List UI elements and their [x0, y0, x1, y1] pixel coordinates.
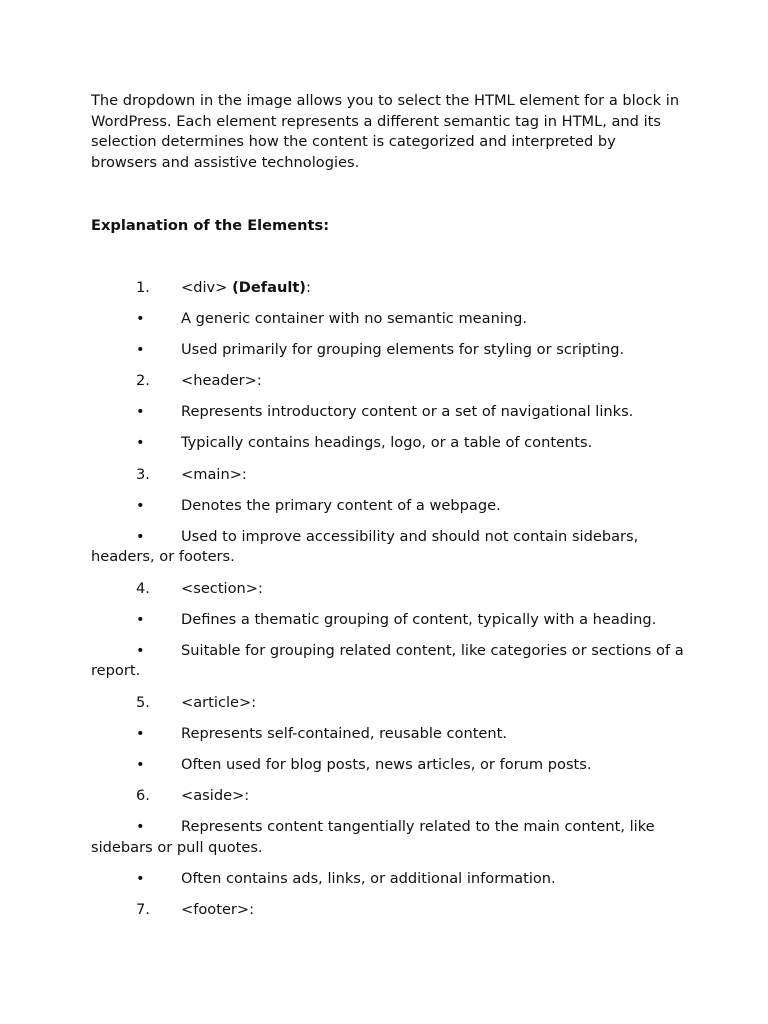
list-number: 5.: [136, 693, 150, 711]
bullet-item: [91, 817, 691, 858]
bullet-text: Used primarily for grouping elements for styling or scripting.: [181, 341, 625, 359]
list-number: 3.: [136, 465, 150, 483]
bullet-icon: •: [136, 869, 145, 887]
list-item-section: [91, 579, 691, 600]
bullet-icon: •: [136, 310, 145, 328]
list-item-suffix: :: [305, 279, 311, 296]
list-number: 2.: [136, 372, 150, 390]
bullet-icon: •: [136, 817, 145, 835]
bullet-item: [91, 340, 691, 361]
list-item-tag: <footer>:: [181, 900, 255, 918]
bullet-item: [91, 869, 691, 890]
list-item-div: [91, 278, 691, 299]
list-item-tag: <header>:: [181, 372, 262, 390]
list-number: 4.: [136, 579, 150, 597]
bullet-item: [91, 433, 691, 454]
bullet-item: [91, 610, 691, 631]
intro-paragraph: The dropdown in the image allows you to select the HTML element for a block in WordPress. Each element represents a different semantic tag in HTML, and its selection determines how the content is categorized and interpreted by browsers and assistive technologies.: [91, 92, 680, 172]
list-item-tag: <section>:: [181, 579, 263, 597]
bullet-icon: •: [136, 610, 145, 628]
bullet-icon: •: [136, 641, 145, 659]
bullet-text: Represents content tangentially related to the main content, like sidebars or pull quotes.: [91, 817, 655, 856]
bullet-icon: •: [136, 527, 145, 545]
list-item-aside: [91, 786, 691, 807]
list-item-article: [91, 693, 691, 714]
list-item-qualifier: (Default): [232, 279, 306, 296]
bullet-icon: •: [136, 496, 145, 514]
bullet-text: Defines a thematic grouping of content, typically with a heading.: [181, 610, 657, 628]
list-number: 1.: [136, 279, 150, 296]
list-item-main: [91, 465, 691, 486]
bullet-item: [91, 496, 691, 517]
bullet-item: [91, 641, 691, 682]
list-item-footer: [91, 900, 691, 921]
list-item-tag: <div>: [181, 279, 228, 296]
bullet-item: [91, 724, 691, 745]
bullet-text: Denotes the primary content of a webpage.: [181, 496, 501, 514]
bullet-text: Often contains ads, links, or additional information.: [181, 869, 556, 887]
bullet-icon: •: [136, 434, 145, 452]
bullet-icon: •: [136, 755, 145, 773]
bullet-text: Often used for blog posts, news articles, or forum posts.: [181, 755, 592, 773]
bullet-icon: •: [136, 403, 145, 421]
list-item-tag: <aside>:: [181, 786, 250, 804]
list-item-tag: <main>:: [181, 465, 247, 483]
bullet-item: [91, 755, 691, 776]
bullet-item: [91, 527, 691, 568]
bullet-item: [91, 402, 691, 423]
list-number: 7.: [136, 900, 150, 918]
bullet-icon: •: [136, 341, 145, 359]
bullet-text: A generic container with no semantic meaning.: [181, 310, 528, 328]
bullet-text: Suitable for grouping related content, like categories or sections of a report.: [91, 641, 684, 680]
section-heading: Explanation of the Elements:: [91, 217, 330, 234]
elements-list: [91, 278, 691, 931]
bullet-icon: •: [136, 724, 145, 742]
list-number: 6.: [136, 786, 150, 804]
bullet-text: Typically contains headings, logo, or a table of contents.: [181, 434, 593, 452]
bullet-text: Represents introductory content or a set of navigational links.: [181, 403, 634, 421]
list-item-header: [91, 371, 691, 392]
bullet-text: Represents self-contained, reusable content.: [181, 724, 508, 742]
bullet-text: Used to improve accessibility and should not contain sidebars, headers, or footers.: [91, 527, 639, 566]
bullet-item: [91, 309, 691, 330]
list-item-tag: <article>:: [181, 693, 257, 711]
